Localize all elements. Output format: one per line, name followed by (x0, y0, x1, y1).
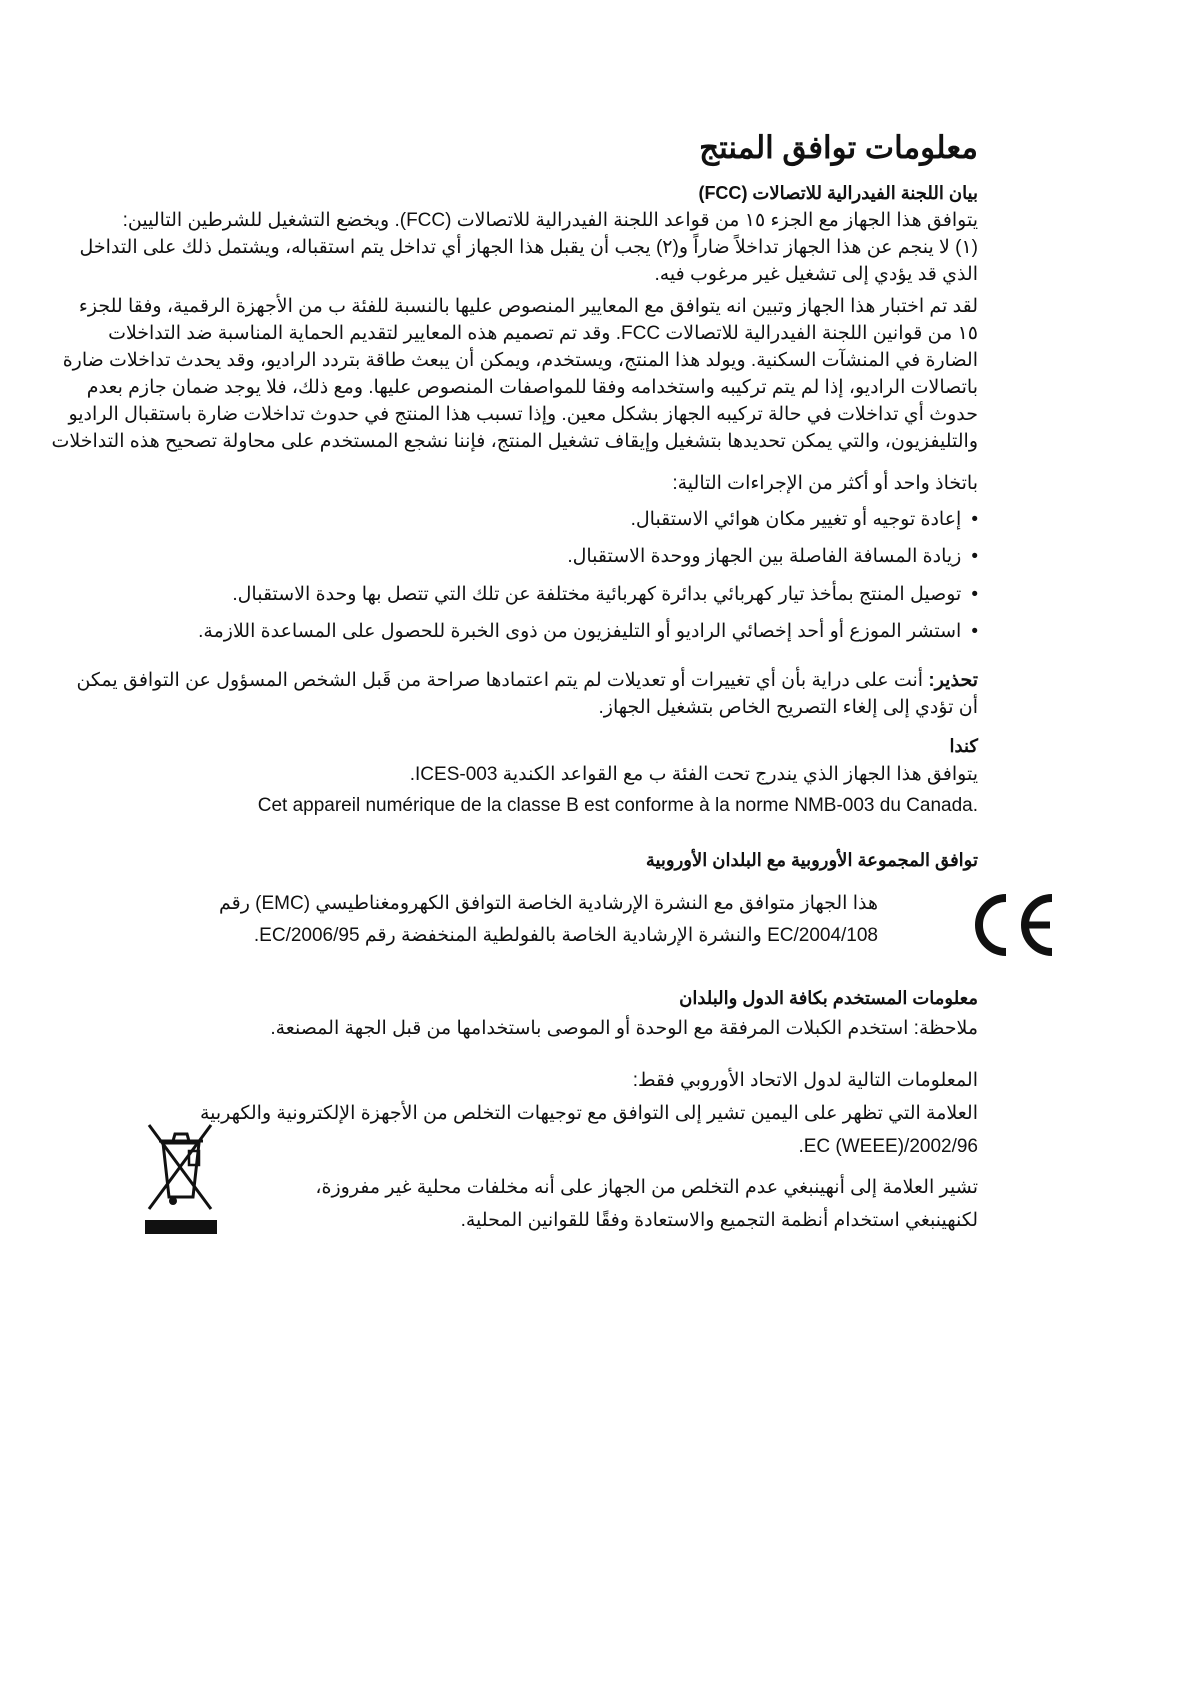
eu-only-note: المعلومات التالية لدول الاتحاد الأوروبي فقط: (632, 1070, 978, 1091)
weee-line-3: تشير العلامة إلى أنهينبغي عدم التخلص من الجهاز على أنه مخلفات محلية غير مفروزة، (315, 1177, 978, 1198)
canada-arabic: يتوافق هذا الجهاز الذي يندرج تحت الفئة ب مع القواعد الكندية ICES-003. (409, 764, 978, 785)
text-line: ١٥ من قوانين اللجنة الفيدرالية للاتصالات FCC. وقد تم تصميم هذه المعايير لتقديم الحماية المناسبة ضد التداخلات (108, 323, 978, 344)
ce-mark-icon (968, 890, 1056, 960)
bullet-icon: • (971, 584, 978, 605)
bullet-text: زيادة المسافة الفاصلة بين الجهاز ووحدة الاستقبال. (567, 546, 962, 567)
weee-line-1: العلامة التي تظهر على اليمين تشير إلى التوافق مع توجيهات التخلص من الأجهزة الإلكترونية والكهربية (199, 1103, 978, 1124)
text-line: لقد تم اختبار هذا الجهاز وتبين انه يتوافق مع المعايير المنصوص عليها بالنسبة للفئة ب من الأجهزة الرقمية، وفقا للجزء (78, 296, 978, 317)
text-line: حدوث أي تداخلات في حالة تركيبه الجهاز بشكل معين. وإذا تسبب هذا المنتج في حدوث تداخلات ضارة باستقبال الراديو (68, 404, 978, 425)
text-line: (١) لا ينجم عن هذا الجهاز تداخلاً ضاراً و(٢) يجب أن يقبل هذا الجهاز أي تداخل يتم استقباله، ويشتمل ذلك على التداخل (79, 237, 978, 258)
fcc-paragraph-2 (51, 293, 978, 455)
fcc-intro: باتخاذ واحد أو أكثر من الإجراءات التالية: (672, 473, 978, 494)
weee-line-2: 2002/96/EC (WEEE). (798, 1136, 978, 1157)
warning-text: أنت على دراية بأن أي تغييرات أو تعديلات لم يتم اعتمادها صراحة من قَبل الشخص المسؤول عن التوافق يمكن (76, 670, 929, 691)
warning-label: تحذير: (928, 670, 978, 691)
bullet-text: توصيل المنتج بمأخذ تيار كهربائي بدائرة كهربائية مختلفة عن تلك التي تتصل بها وحدة الاستقبال. (232, 584, 962, 605)
text-line (76, 667, 978, 694)
bullet-icon: • (971, 621, 978, 642)
text-line: أن تؤدي إلى إلغاء التصريح الخاص بتشغيل الجهاز. (598, 697, 978, 718)
fcc-paragraph-1 (79, 207, 978, 288)
fcc-heading: بيان اللجنة الفيدرالية للاتصالات (FCC) (698, 183, 978, 203)
bullet-item (631, 508, 978, 531)
eu-heading: توافق المجموعة الأوروبية مع البلدان الأوروبية (645, 850, 978, 870)
bullet-icon: • (971, 546, 978, 567)
crossed-bin-icon (145, 1115, 217, 1235)
eu-line-2: 2004/108/EC والنشرة الإرشادية الخاصة بالفولطية المنخفضة رقم 2006/95/EC. (253, 925, 878, 946)
text-line: الضارة في المنشآت السكنية. ويولد هذا المنتج، ويستخدم، ويمكن أن يبعث طاقة بتردد الراديو، وقد يحدث تداخلات ضارة (62, 350, 978, 371)
bullet-item (232, 583, 978, 606)
users-heading: معلومات المستخدم بكافة الدول والبلدان (679, 988, 978, 1008)
text-line: الذي قد يؤدي إلى تشغيل غير مرغوب فيه. (654, 264, 978, 285)
canada-heading: كندا (949, 736, 978, 756)
text-line: باتصالات الراديو، إذا لم يتم تركيبه واستخدامه وفقا للمواصفات المنصوص عليها. ومع ذلك، فلا يوجد ضمان جازم بعدم (86, 377, 978, 398)
bullet-icon: • (971, 509, 978, 530)
text-line: والتليفزيون، والتي يمكن تحديدها بتشغيل وإيقاف تشغيل المنتج، فإننا نشجع المستخدم على محاولة تصحيح هذه التداخلات (51, 431, 978, 452)
bullet-item (567, 545, 978, 568)
canada-french: Cet appareil numérique de la classe B est conforme à la norme NMB-003 du Canada. (257, 795, 978, 816)
eu-line-1: هذا الجهاز متوافق مع النشرة الإرشادية الخاصة التوافق الكهرومغناطيسي (EMC) رقم (218, 893, 878, 914)
users-note: ملاحظة: استخدم الكبلات المرفقة مع الوحدة أو الموصى باستخدامها من قبل الجهة المصنعة. (270, 1018, 978, 1039)
weee-line-4: لكنهينبغي استخدام أنظمة التجميع والاستعادة وفقًا للقوانين المحلية. (460, 1210, 978, 1231)
bullet-item (198, 620, 978, 643)
bullet-text: استشر الموزع أو أحد إخصائي الراديو أو التليفزيون من ذوى الخبرة للحصول على المساعدة اللازمة. (198, 621, 962, 642)
warning-paragraph (76, 667, 978, 721)
text-line: يتوافق هذا الجهاز مع الجزء ١٥ من قواعد اللجنة الفيدرالية للاتصالات (FCC). ويخضع التشغيل للشرطين التاليين: (122, 210, 978, 231)
page-title: معلومات توافق المنتج (699, 130, 978, 165)
bullet-text: إعادة توجيه أو تغيير مكان هوائي الاستقبال. (630, 509, 962, 530)
